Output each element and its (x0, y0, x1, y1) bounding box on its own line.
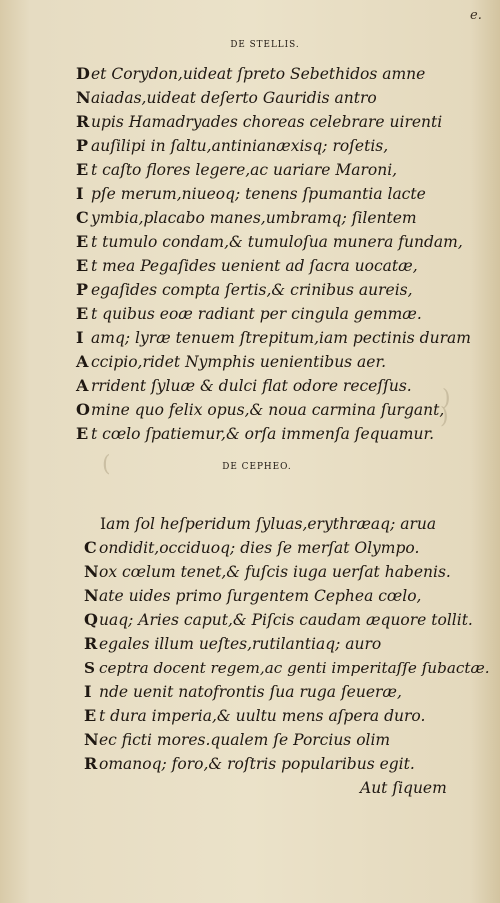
verse-initial: R (84, 634, 98, 653)
verse-line (84, 536, 419, 560)
verse-initial: E (76, 256, 89, 275)
verse-line (76, 374, 412, 398)
verse-line (76, 422, 434, 446)
verse-line (84, 704, 425, 728)
verse-initial: I (84, 682, 92, 701)
verse-text: pſe merum,niueoq; tenens ſpumantia lacte (91, 185, 426, 203)
verse-line (76, 326, 471, 350)
verse-text: egaſides compta ſertis,& crinibus aureis, (91, 281, 413, 299)
verse-initial: N (84, 730, 99, 749)
verse-initial: R (76, 112, 90, 131)
verse-initial: P (76, 280, 89, 299)
verse-text: ondidit,occiduoq; dies ſe merſat Olympo. (99, 539, 420, 557)
verse-initial: O (76, 400, 90, 419)
verse-line (84, 560, 451, 584)
verse-line (84, 584, 421, 608)
verse-text: uaq; Aries caput,& Piſcis caudam æquore tollit. (99, 611, 473, 629)
corner-mark: e. (470, 8, 482, 23)
verse-line (84, 632, 381, 656)
verse-initial: N (84, 586, 99, 605)
verse-initial: D (76, 64, 90, 83)
verse-initial: C (84, 538, 97, 557)
verse-line (76, 278, 413, 302)
verse-line (76, 206, 417, 230)
verse-line (76, 350, 386, 374)
verse-initial: E (76, 304, 89, 323)
bleed-through-mark: ) (440, 404, 449, 429)
verse-line (84, 656, 490, 680)
verse-text: t caſto flores legere,ac uariare Maroni, (91, 161, 398, 179)
verse-initial: A (76, 376, 89, 395)
verse-initial: E (84, 706, 97, 725)
verse-text: ceptra docent regem,ac genti imperitaſſe ſubactæ. (99, 659, 490, 677)
verse-text: auſilipi in ſaltu,antinianæxisq; roſetis, (91, 137, 389, 155)
verse-initial: A (76, 352, 89, 371)
section-heading-de-cepheo: DE CEPHEO. (222, 462, 292, 472)
verse-initial: P (76, 136, 89, 155)
verse-text: ymbia,placabo manes,umbramq; ſilentem (91, 209, 417, 227)
verse-text: aiadas,uideat deſerto Gauridis antro (91, 89, 377, 107)
catchword: Aut ſiquem (360, 779, 447, 797)
verse-text: t mea Pegaſides uenient ad ſacra uocatæ, (91, 257, 418, 275)
verse-initial: I (76, 328, 84, 347)
verse-line (76, 302, 422, 326)
verse-line (76, 254, 418, 278)
verse-text: t cœlo ſpatiemur,& orſa immenſa ſequamur. (91, 425, 435, 443)
verse-line (84, 728, 390, 752)
verse-line (76, 110, 442, 134)
verse-text: amq; lyræ tenuem ſtrepitum,iam pectinis duram (91, 329, 471, 347)
verse-text: mine quo felix opus,& noua carmina ſurgant, (91, 401, 445, 419)
verse-text: ox cœlum tenet,& fuſcis iuga uerſat habenis. (99, 563, 451, 581)
verse-initial: I (76, 184, 84, 203)
verse-initial: N (76, 88, 91, 107)
verse-text: omanoq; foro,& roſtris popularibus egit. (99, 755, 415, 773)
verse-initial: N (84, 562, 99, 581)
verse-line (76, 62, 425, 86)
verse-text: ate uides primo ſurgentem Cephea cœlo, (99, 587, 422, 605)
verse-line (84, 752, 415, 776)
verse-text: t quibus eoæ radiant per cingula gemmæ. (91, 305, 422, 323)
verse-text: ec ficti mores.qualem ſe Porcius olim (99, 731, 391, 749)
bleed-through-mark: ( (102, 452, 111, 477)
verse-initial: E (76, 232, 89, 251)
verse-initial: E (76, 160, 89, 179)
verse-text: upis Hamadryades choreas celebrare uirenti (91, 113, 443, 131)
verse-initial: I (100, 515, 107, 533)
verse-text: nde uenit natofrontis ſua ruga ſeueræ, (99, 683, 402, 701)
verse-line (76, 230, 463, 254)
verse-text: am ſol heſperidum ſyluas,erythræaq; arua (106, 515, 437, 533)
verse-line (84, 608, 473, 632)
verse-text: egales illum ueſtes,rutilantiaq; auro (99, 635, 382, 653)
verse-text: rrident ſyluæ & dulci flat odore receſſus. (91, 377, 412, 395)
verse-initial: S (84, 659, 95, 677)
verse-text: t dura imperia,& uultu mens aſpera duro. (99, 707, 426, 725)
verse-initial: R (84, 754, 98, 773)
verse-initial: Q (84, 610, 98, 629)
verse-line (76, 158, 397, 182)
verse-text: t tumulo condam,& tumuloſua munera fundam, (91, 233, 463, 251)
verse-line (76, 182, 426, 206)
bleed-through-mark: ) (442, 386, 451, 411)
verse-text: ccipio,ridet Nymphis uenientibus aer. (91, 353, 387, 371)
verse-line (76, 398, 444, 422)
verse-text: et Corydon,uideat ſpreto Sebethidos amne (91, 65, 426, 83)
verse-initial: C (76, 208, 89, 227)
verse-line (100, 512, 436, 536)
verse-initial: E (76, 424, 89, 443)
verse-line (76, 134, 388, 158)
verse-line (84, 680, 402, 704)
section-heading-de-stellis: DE STELLIS. (230, 40, 300, 50)
verse-line (76, 86, 377, 110)
